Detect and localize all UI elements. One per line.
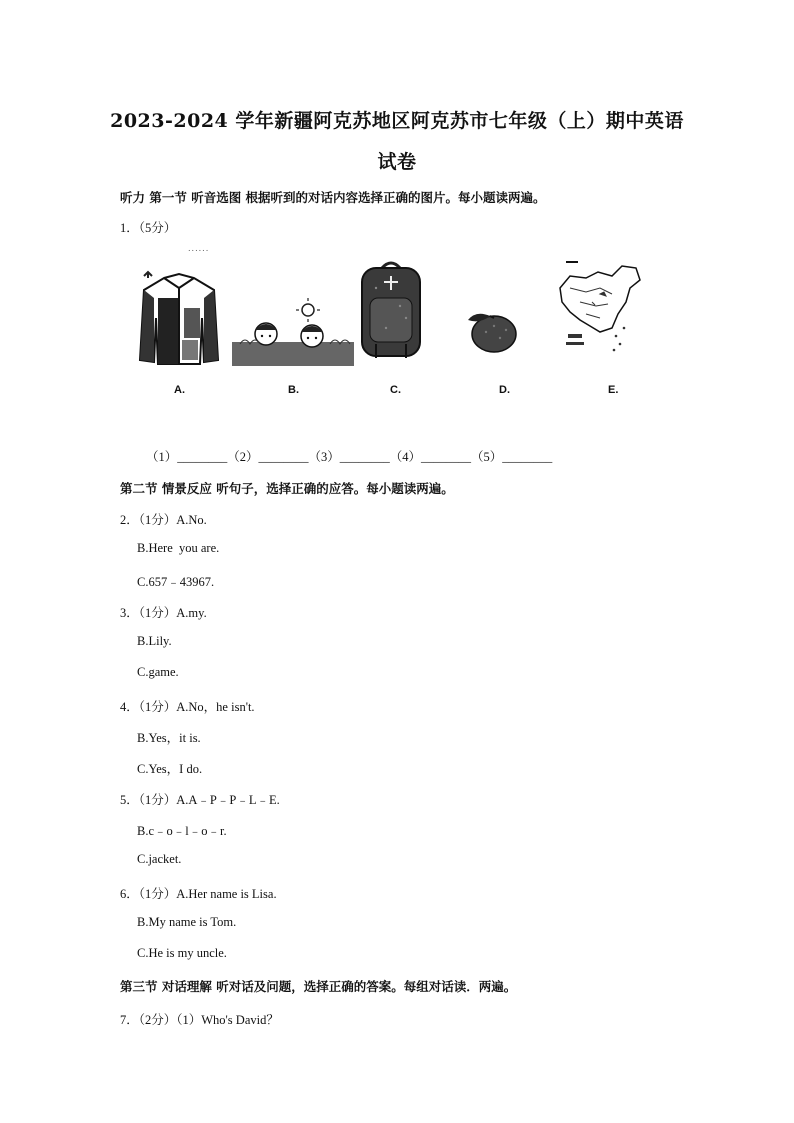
picture-row [130,248,650,408]
question-2-option-b: B.Here you are. [137,541,220,555]
question-5-stem: 5．（1分）A.A﹣P﹣P﹣L﹣E. [120,793,280,807]
backpack-image [356,258,426,367]
faint-dots: ...... [188,244,210,253]
question-1-stem: 1．（5分） [120,221,177,235]
question-6-stem: 6．（1分）A.Her name is Lisa. [120,887,277,901]
exam-title-line1: 2023-2024 学年新疆阿克苏地区阿克苏市七年级（上）期中英语 [110,110,684,132]
orange-image [460,306,522,358]
picture-label-e: E. [608,384,619,396]
section3-heading: 第三节 对话理解 听对话及问题，选择正确的答案。每组对话读．两遍。 [120,979,517,994]
exam-title-line2: 试卷 [377,151,417,173]
question-3-option-c: C.game. [137,665,179,679]
question-6-option-c: C.He is my uncle. [137,946,227,960]
section2-heading: 第二节 情景反应 听句子，选择正确的应答。每小题读两遍。 [120,481,454,496]
question-4-stem: 4．（1分）A.No，he isn't. [120,700,255,714]
question-4-option-b: B.Yes，it is. [137,731,201,745]
section1-heading: 听力 第一节 听音选图 根据听到的对话内容选择正确的图片。每小题读两遍。 [120,190,546,205]
children-playing-image [230,292,360,376]
china-map-image [556,258,646,366]
jacket-image [134,268,224,372]
answer-blanks: （1）________（2）________（3）________（4）________（5）________ [146,450,553,464]
question-3-option-b: B.Lily. [137,634,172,648]
picture-label-a: A. [174,384,185,396]
question-7-stem: 7．（2分）（1）Who's David？ [120,1013,279,1027]
picture-label-b: B. [288,384,299,396]
picture-label-c: C. [390,384,401,396]
question-2-option-c: C.657﹣43967. [137,575,215,589]
question-5-option-b: B.c﹣o﹣l﹣o﹣r. [137,824,227,838]
picture-label-d: D. [499,384,510,396]
question-2-stem: 2．（1分）A.No. [120,513,207,527]
question-6-option-b: B.My name is Tom. [137,915,237,929]
question-3-stem: 3．（1分）A.my. [120,606,207,620]
question-4-option-c: C.Yes，I do. [137,762,203,776]
question-5-option-c: C.jacket. [137,852,182,866]
